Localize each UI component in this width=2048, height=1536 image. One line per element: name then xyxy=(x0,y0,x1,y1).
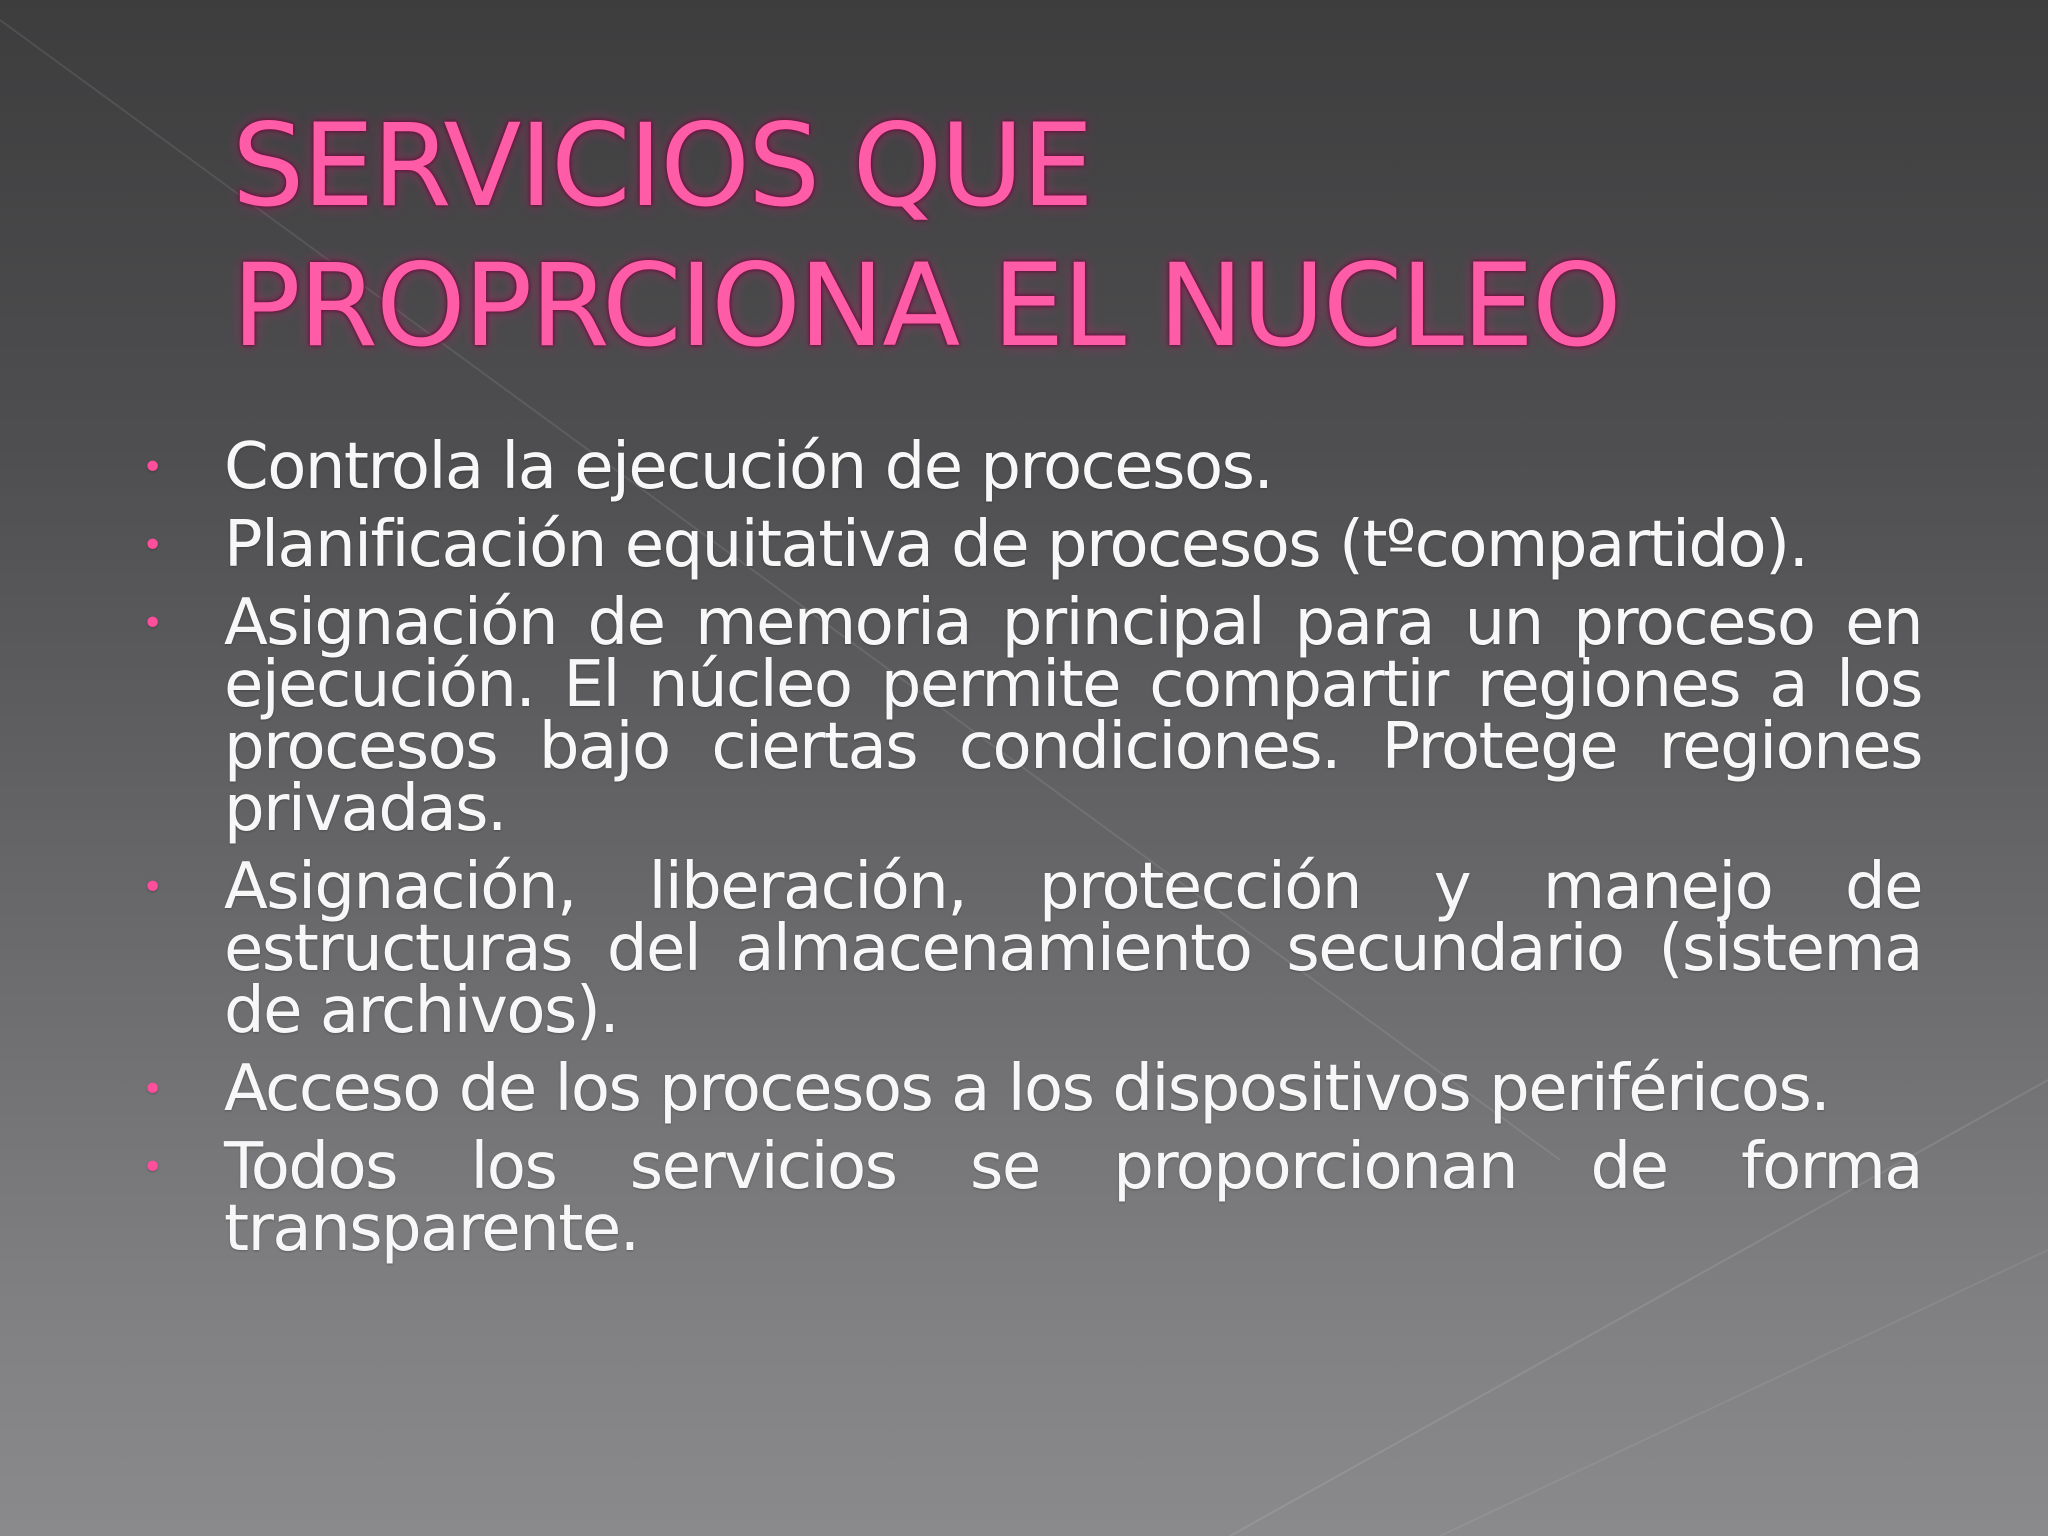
bullet-item xyxy=(142,430,1922,504)
bullet-text: Asignación de memoria principal para un proceso en ejecución. El núcleo permite compartir regiones a los procesos bajo ciertas condiciones. Protege regiones privadas. xyxy=(224,586,1922,846)
bullet-dot-icon: • xyxy=(142,1069,162,1110)
slide-title xyxy=(232,96,1832,376)
bullet-dot-icon: • xyxy=(142,867,162,908)
bullet-text: Planificación equitativa de procesos (tºcompartido). xyxy=(224,508,1808,582)
bullet-item xyxy=(142,586,1922,846)
bullet-text: Acceso de los procesos a los dispositivos periféricos. xyxy=(224,1052,1830,1126)
bullet-dot-icon: • xyxy=(142,447,162,488)
bullet-dot-icon: • xyxy=(142,603,162,644)
title-line-1: SERVICIOS QUE xyxy=(232,99,1092,232)
bullet-text: Controla la ejecución de procesos. xyxy=(224,430,1273,504)
bullet-item xyxy=(142,1052,1922,1126)
bullet-dot-icon: • xyxy=(142,525,162,566)
bullet-list xyxy=(142,430,1922,1276)
bullet-item xyxy=(142,850,1922,1048)
title-line-2: PROPRCIONA EL NUCLEO xyxy=(232,239,1620,372)
bullet-text: Asignación, liberación, protección y manejo de estructuras del almacenamiento secundario (sistema de archivos). xyxy=(224,850,1922,1048)
bullet-text: Todos los servicios se proporcionan de forma transparente. xyxy=(224,1130,1922,1266)
bullet-item xyxy=(142,1130,1922,1266)
bullet-item xyxy=(142,508,1922,582)
bullet-dot-icon: • xyxy=(142,1147,162,1188)
